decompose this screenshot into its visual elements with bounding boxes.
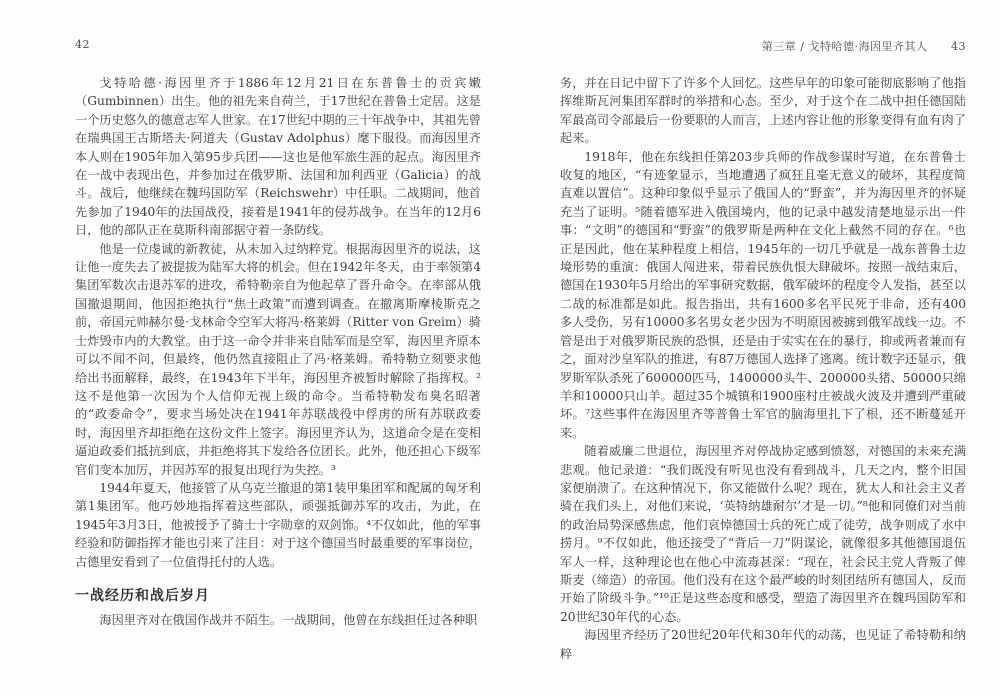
paragraph: 海因里齐对在俄国作战并不陌生。一战期间，他曾在东线担任过各种职 <box>99 612 478 627</box>
page-left <box>75 38 481 629</box>
paragraph: 戈特哈德·海因里齐于1886年12月21日在东普鲁士的贡宾嫩（Gumbinnen）出生。他的祖先来自荷兰，于17世纪在普鲁士定居。这是一个历史悠久的德意志军人世家。在17世纪中期的三十年战争中，其祖先曾在瑞典国王古斯塔夫·阿道夫（Gustav Adolphus）麾下服役。而海因里齐本人则在1905年加入第95步兵团——这也是他军旅生涯的起点。海因里齐在一战中表现出色，并参加过在俄罗斯、法国和加利西亚（Galicia）的战斗。战后，他继续在魏玛国防军（Reichswehr）中任职。二战期间，他首先参加了1940年的法国战役，接着是1941年的侵苏战争。在当年的12月6日，他的部队正在莫斯科南部据守着一条防线。 <box>75 76 481 238</box>
left-page-body <box>75 74 481 571</box>
page-number-left: 42 <box>75 38 90 51</box>
paragraph: 务，并在日记中留下了许多个人回忆。这些早年的印象可能彻底影响了他指挥维斯瓦河集团军群时的举措和心态。至少，对于这个在二战中担任德国陆军最高司令部最后一份要职的人而言，上述内容让他的形象变得有血有肉了起来。 <box>560 76 966 146</box>
left-page-body-after-heading <box>75 611 481 629</box>
page-number-right: 43 <box>951 40 966 53</box>
paragraph: 1918年，他在东线担任第203步兵师的作战参谋时写道，在东普鲁士收复的地区，“有迹象显示，当地遭遇了疯狂且毫无意义的破坏，其程度简直难以置信”。这种印象似乎显示了俄国人的“野蛮”，并为海因里齐的怀疑充当了证明。⁵随着德军进入俄国境内，他的记录中越发清楚地显示出一件事：“文明”的德国和“野蛮”的俄罗斯是两种在文化上截然不同的存在。⁶也正是因此，他在某种程度上相信，1945年的一切几乎就是一战东普鲁士边境形势的重演：俄国人闯进来，带着民族仇恨大肆破坏。按照一战结束后，德国在1930年5月给出的军事研究数据，俄军破坏的程度令人发指，甚至以二战的标准都是如此。报告指出，共有1600多名平民死于非命，还有400多人受伤，另有10000多名男女老少因为不明原因被掳到俄军战线一边。不管是出于对俄罗斯民族的恐惧，还是由于实实在在的暴行，抑或两者兼而有之，面对沙皇军队的推进，有87万德国人选择了逃离。统计数字还显示，俄罗斯军队杀死了600000匹马，1400000头牛、200000头猪、50000只绵羊和10000只山羊。超过35个城镇和1900座村庄被战火波及并遭到严重破坏。⁷这些事件在海因里齐等普鲁士军官的脑海里扎下了根，还不断蔓延开来。 <box>560 149 966 440</box>
paragraph: 1944年夏天，他接管了从乌克兰撤退的第1装甲集团军和配属的匈牙利第1集团军。他巧妙地指挥着这些部队，顽强抵御苏军的攻击，为此，在1945年3月3日，他被授予了骑士十字勋章的双剑饰。⁴不仅如此，他的军事经验和防御指挥才能也引来了注目：对于这个德国当时最重要的军事岗位，古德里安看到了一位值得托付的人选。 <box>75 480 481 569</box>
page-right <box>560 38 966 663</box>
paragraph: 他是一位虔诚的新教徒，从未加入过纳粹党。根据海因里齐的说法，这让他一度失去了被提拔为陆军大将的机会。但在1942年冬天，由于率领第4集团军数次击退苏军的进攻，希特勒亲自为他起草了晋升命令。在率部从俄国撤退期间，他因拒绝执行“焦土政策”而遭到调查。在撤离斯摩棱斯克之前，帝国元帅赫尔曼·戈林命令空军大将冯·格莱姆（Ritter von Greim）骑士炸毁市内的大教堂。由于这一命令并非来自陆军而是空军，海因里齐原本可以不闻不问，但最终，他仍然直接阻止了冯·格莱姆。希特勒立刻要求他给出书面解释，最终，在1943年下半年，海因里齐被暂时解除了指挥权。²这不是他第一次因为个人信仰无视上级的命令。当希特勒发布臭名昭著的“政委命令”，要求当场处决在1941年苏联战役中俘虏的所有苏联政委时，海因里齐却拒绝在这份文件上签字。海因里齐认为，这道命令是在变相逼迫政委们抵抗到底，并拒绝将其下发给各位团长。此外，他还担心下级军官们变本加厉，并因苏军的报复出现行为失控。³ <box>75 241 481 477</box>
right-page-body <box>560 74 966 663</box>
paragraph: 随着威廉二世退位，海因里齐对停战协定感到愤怒，对德国的未来充满悲观。他记录道：“我们既没有听见也没有看到战斗，几天之内，整个旧国家便崩溃了。在这种情况下，你又能做什么呢？现在，犹太人和社会主义者骑在我们头上，对他们来说，‘英特纳雄耐尔’才是一切。”⁸他和同僚们对当前的政治局势深感焦虑，他们哀悼德国士兵的死亡成了徒劳，战争则成了水中捞月。⁹不仅如此，他还接受了“背后一刀”阴谋论，就像很多其他德国退伍军人一样，这种理论也在他心中流毒甚深：“现在，社会民主党人背叛了俾斯麦（缔造）的帝国。他们没有在这个最严峻的时刻团结所有德国人，反而开始了阶级斗争。”¹⁰正是这些态度和感受，塑造了海因里齐在魏玛国防军和20世纪30年代的心态。 <box>560 444 966 624</box>
section-heading: 一战经历和战后岁月 <box>75 587 210 604</box>
running-header <box>560 38 966 52</box>
running-header-chapter: 第三章 / 戈特哈德·海因里齐其人 <box>761 40 928 53</box>
paragraph: 海因里齐经历了20世纪20年代和30年代的动荡，也见证了希特勒和纳粹 <box>560 628 966 661</box>
